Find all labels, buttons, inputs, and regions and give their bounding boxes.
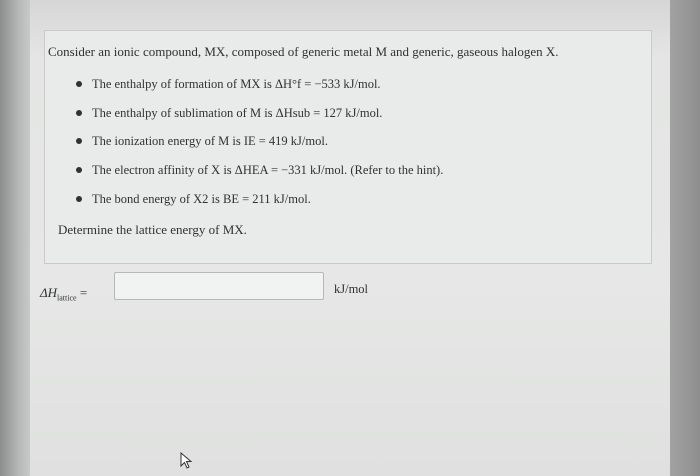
bullet-dot-icon [76, 110, 82, 116]
lattice-energy-input[interactable] [114, 272, 324, 300]
question-prompt: Determine the lattice energy of MX. [58, 222, 247, 237]
bullet-ionization-energy: The ionization energy of M is IE = 419 kJ/mol. [76, 134, 328, 149]
answer-unit: kJ/mol [334, 282, 369, 296]
bullet-enthalpy-formation: The enthalpy of formation of MX is ΔH°f = −533 kJ/mol. [76, 77, 381, 92]
bullet-dot-icon [76, 81, 82, 87]
bullet-enthalpy-sublimation: The enthalpy of sublimation of M is ΔHsub = 127 kJ/mol. [76, 106, 382, 121]
bullet-electron-affinity: The electron affinity of X is ΔHEA = −331 kJ/mol. (Refer to the hint). [76, 163, 443, 178]
bullet-bond-energy: The bond energy of X2 is BE = 211 kJ/mol. [76, 192, 311, 207]
question-intro: Consider an ionic compound, MX, composed of generic metal M and generic, gaseous halogen X. [48, 44, 559, 59]
bullet-dot-icon [76, 196, 82, 202]
bullet-dot-icon [76, 138, 82, 144]
screen [30, 0, 670, 476]
answer-label: $\Delta H_{lattice}$ = [40, 285, 88, 303]
bullet-dot-icon [76, 167, 82, 173]
mouse-pointer-icon [180, 452, 194, 470]
